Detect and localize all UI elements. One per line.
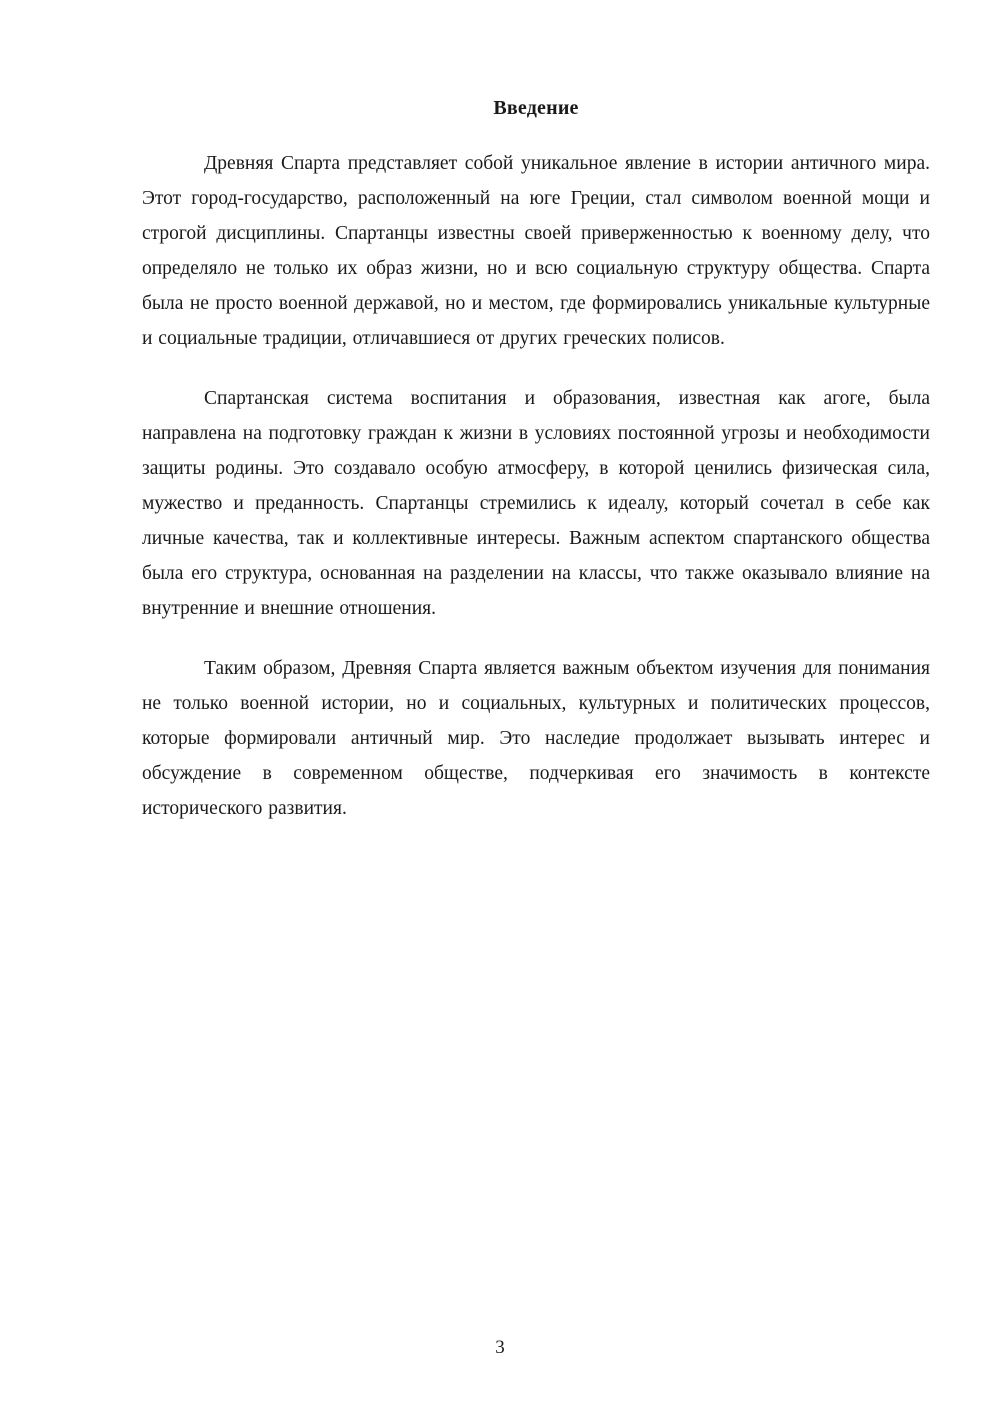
page-content xyxy=(142,96,930,851)
page-number: 3 xyxy=(495,1337,505,1358)
paragraph-1: Древняя Спарта представляет собой уникальное явление в истории античного мира. Этот город-государство, расположенный на юге Греции, стал символом военной мощи и строгой дисциплины. Спартанцы известны своей приверженностью к военному делу, что определяло не только их образ жизни, но и всю социальную структуру общества. Спарта была не просто военной державой, но и местом, где формировались уникальные культурные и социальные традиции, отличавшиеся от других греческих полисов. xyxy=(142,153,930,349)
paragraph-2: Спартанская система воспитания и образования, известная как агоге, была направлена на подготовку граждан к жизни в условиях постоянной угрозы и необходимости защиты родины. Это создавало особую атмосферу, в которой ценились физическая сила, мужество и преданность. Спартанцы стремились к идеалу, который сочетал в себе как личные качества, так и коллективные интересы. Важным аспектом спартанского общества была его структура, основанная на разделении на классы, что также оказывало влияние на внутренние и внешние отношения. xyxy=(142,388,930,619)
section-title: Введение xyxy=(493,97,579,119)
paragraph-3: Таким образом, Древняя Спарта является важным объектом изучения для понимания не только военной истории, но и социальных, культурных и политических процессов, которые формировали античный мир. Это наследие продолжает вызывать интерес и обсуждение в современном обществе, подчеркивая его значимость в контексте исторического развития. xyxy=(142,658,930,819)
